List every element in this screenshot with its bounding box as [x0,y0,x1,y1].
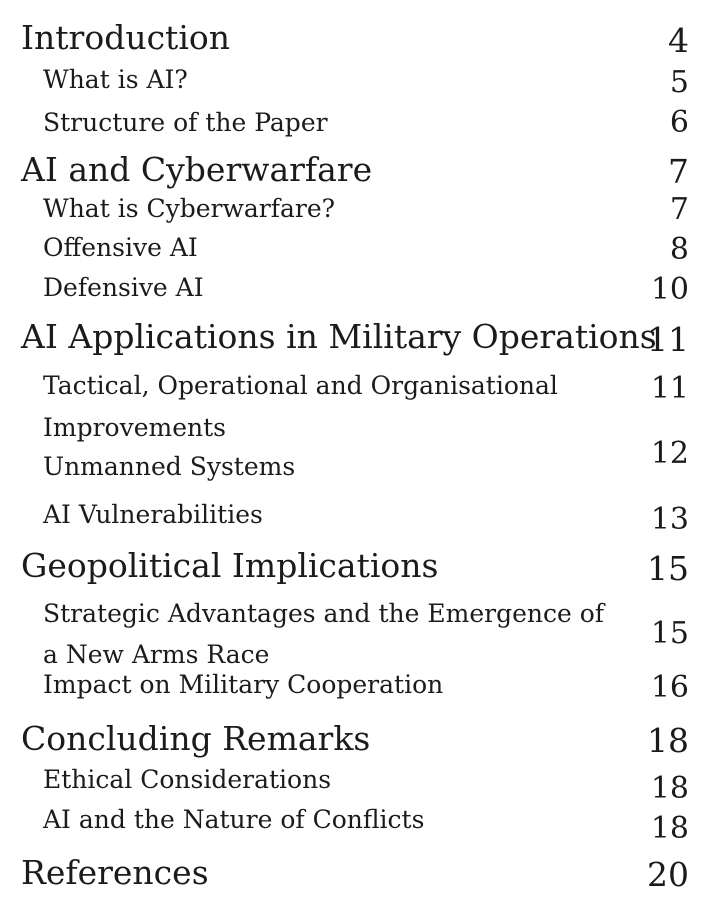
toc-page-number: 10 [650,272,689,307]
toc-page-number: 20 [647,855,689,894]
toc-subheading: What is AI? [43,65,188,94]
toc-page-number: 18 [650,811,689,846]
toc-subheading: Strategic Advantages and the Emergence of [43,599,605,628]
toc-heading: AI and Cyberwarfare [21,150,373,189]
toc-page-number: 11 [650,371,689,406]
toc-page-number: 7 [668,152,689,191]
toc-subheading: Structure of the Paper [43,108,328,137]
toc-heading: References [21,853,209,892]
toc-page-number: 16 [650,670,689,705]
toc-page-number: 5 [669,65,689,100]
toc-heading: AI Applications in Military Operations [21,317,657,356]
toc-page-number: 4 [668,21,689,60]
toc-heading: Concluding Remarks [21,719,371,758]
toc-heading: Introduction [21,18,230,57]
toc-page-number: 15 [647,549,689,588]
toc-page-number: 11 [647,320,689,359]
toc-page-number: 18 [647,721,689,760]
toc-page-number: 7 [669,192,689,227]
toc-subheading: AI Vulnerabilities [43,500,263,529]
toc-page-number: 13 [650,502,689,537]
toc-subheading: AI and the Nature of Conflicts [43,805,425,834]
toc-heading: Geopolitical Implications [21,546,439,585]
toc-page-number: 8 [669,232,689,267]
toc-page-number: 12 [650,436,689,471]
toc-subheading: Defensive AI [43,273,204,302]
toc-subheading: Offensive AI [43,233,198,262]
toc-subheading: Tactical, Operational and Organisational [43,371,558,400]
toc-page-number: 6 [669,105,689,140]
toc-subheading: Unmanned Systems [43,452,296,481]
toc-subheading: Improvements [43,413,226,442]
toc-subheading: Impact on Military Cooperation [43,670,444,699]
toc-subheading: a New Arms Race [43,640,270,669]
toc-subheading: What is Cyberwarfare? [43,194,336,223]
toc-subheading: Ethical Considerations [43,765,332,794]
toc-page-number: 18 [650,771,689,806]
toc-page-number: 15 [650,616,689,651]
